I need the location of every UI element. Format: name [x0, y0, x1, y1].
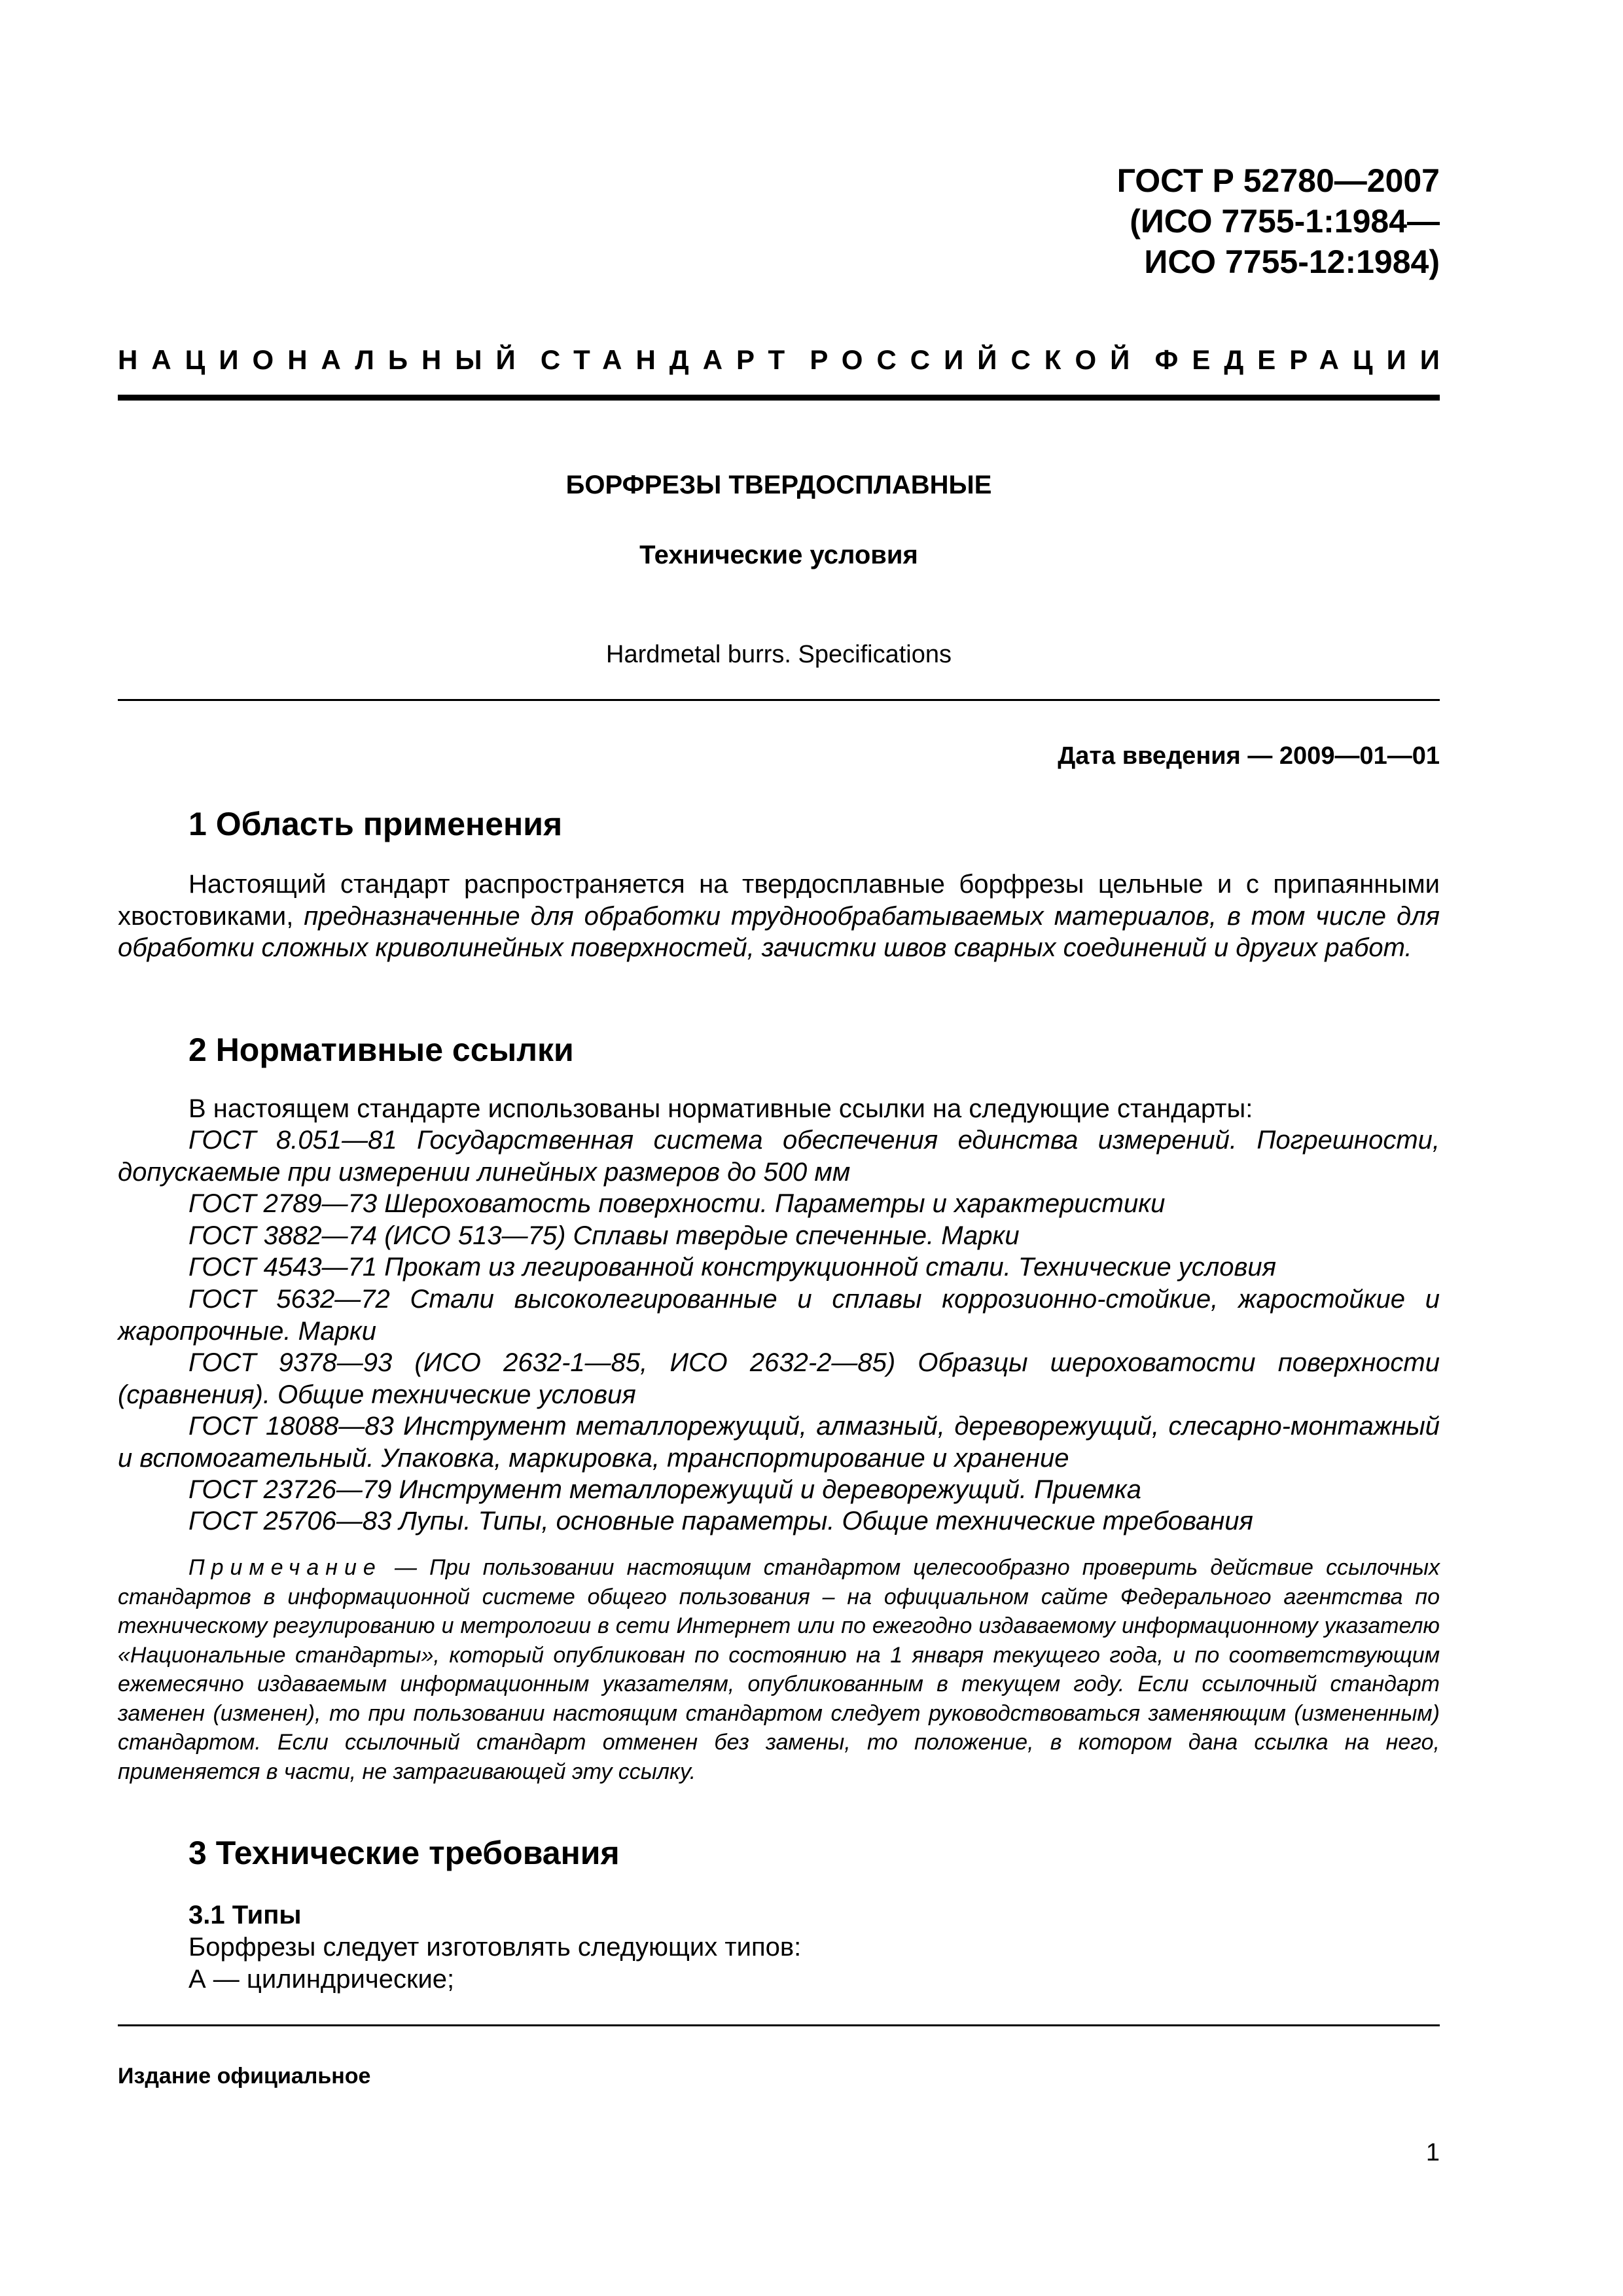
introduction-date: Дата введения — 2009—01—01 [1058, 742, 1440, 770]
english-title: Hardmetal burrs. Specifications [606, 641, 952, 668]
national-standard-banner [118, 340, 1454, 380]
document-subtitle: Технические условия [639, 541, 918, 569]
section-heading-requirements: 3 Технические требования [188, 1835, 620, 1871]
banner-word-1: НАЦИОНАЛЬНЫЙ [118, 344, 529, 375]
requirements-line: Борфрезы следует изготовлять следующих типов: [188, 1933, 802, 1962]
references-note [118, 1553, 1440, 1786]
document-title: БОРФРЕЗЫ ТВЕРДОСПЛАВНЫЕ [565, 471, 992, 499]
reference-item: ГОСТ 25706—83 Лупы. Типы, основные параметры. Общие технические требования [188, 1507, 1253, 1535]
title-divider [118, 699, 1440, 701]
banner-word-2: СТАНДАРТ [540, 344, 799, 375]
footer-divider [118, 2024, 1440, 2026]
section-heading-references: 2 Нормативные ссылки [188, 1031, 574, 1068]
note-label: Примечание [188, 1555, 382, 1580]
reference-item: ГОСТ 3882—74 (ИСО 513—75) Сплавы твердые спеченные. Марки [188, 1221, 1020, 1250]
edition-label: Издание официальное [118, 2064, 371, 2089]
scope-text-italic: предназначенные для обработки труднообрабатываемых материалов, в том числе для обработки сложных криволинейных поверхностей, зачистки швов сварных соединений и других работ. [118, 901, 1440, 962]
page-number: 1 [1425, 2139, 1440, 2166]
iso-reference-line-2: ИСО 7755-12:1984) [1144, 243, 1440, 280]
banner-word-4: ФЕДЕРАЦИИ [1154, 344, 1454, 375]
reference-item: ГОСТ 9378—93 (ИСО 2632-1—85, ИСО 2632-2—85) Образцы шероховатости поверхности (сравнения). Общие технические условия [118, 1348, 1440, 1409]
standard-designation [1117, 160, 1440, 282]
references-intro: В настоящем стандарте использованы нормативные ссылки на следующие стандарты: [188, 1094, 1253, 1123]
gost-number: ГОСТ Р 52780—2007 [1116, 162, 1440, 199]
reference-item: ГОСТ 2789—73 Шероховатость поверхности. Параметры и характеристики [188, 1189, 1166, 1218]
section-heading-scope: 1 Область применения [188, 806, 563, 842]
banner-word-3: РОССИЙСКОЙ [810, 344, 1144, 375]
scope-paragraph [118, 869, 1440, 964]
subsection-heading-types: 3.1 Типы [188, 1901, 302, 1929]
header-divider [118, 395, 1440, 401]
reference-item: ГОСТ 23726—79 Инструмент металлорежущий и дереворежущий. Приемка [188, 1475, 1141, 1504]
reference-item: ГОСТ 18088—83 Инструмент металлорежущий, алмазный, дереворежущий, слесарно-монтажный и вспомогательный. Упаковка, маркировка, транспортирование и хранение [118, 1412, 1440, 1473]
reference-item: ГОСТ 4543—71 Прокат из легированной конструкционной стали. Технические условия [188, 1253, 1277, 1282]
reference-item: ГОСТ 8.051—81 Государственная система обеспечения единства измерений. Погрешности, допускаемые при измерении линейных размеров до 500 мм [118, 1126, 1440, 1187]
requirements-line: А — цилиндрические; [188, 1965, 455, 1994]
scope-text-regular: Настоящий стандарт распространяется на твердосплавные борфрезы цельные и с припаянными хвостовиками, [118, 870, 1440, 931]
iso-reference-line-1: (ИСО 7755-1:1984— [1130, 203, 1440, 240]
note-text: — При пользовании настоящим стандартом целесообразно проверить действие ссылочных стандартов в информационной системе общего пользования – на официальном сайте Федерального агентства по техническому регулированию и метрологии в сети Интернет или по ежегодно издаваемому информационному указателю «Национальные стандарты», который опубликован по состоянию на 1 января текущего года, и по соответствующим ежемесячно издаваемым информационным указателям, опубликованным в текущем году. Если ссылочный стандарт заменен (изменен), то при пользовании настоящим стандартом следует руководствоваться заменяющим (измененным) стандартом. Если ссылочный стандарт отменен без замены, то положение, в котором дана ссылка на него, применяется в части, не затрагивающей эту ссылку. [118, 1555, 1440, 1784]
reference-item: ГОСТ 5632—72 Стали высоколегированные и сплавы коррозионно-стойкие, жаростойкие и жаропрочные. Марки [118, 1285, 1440, 1346]
